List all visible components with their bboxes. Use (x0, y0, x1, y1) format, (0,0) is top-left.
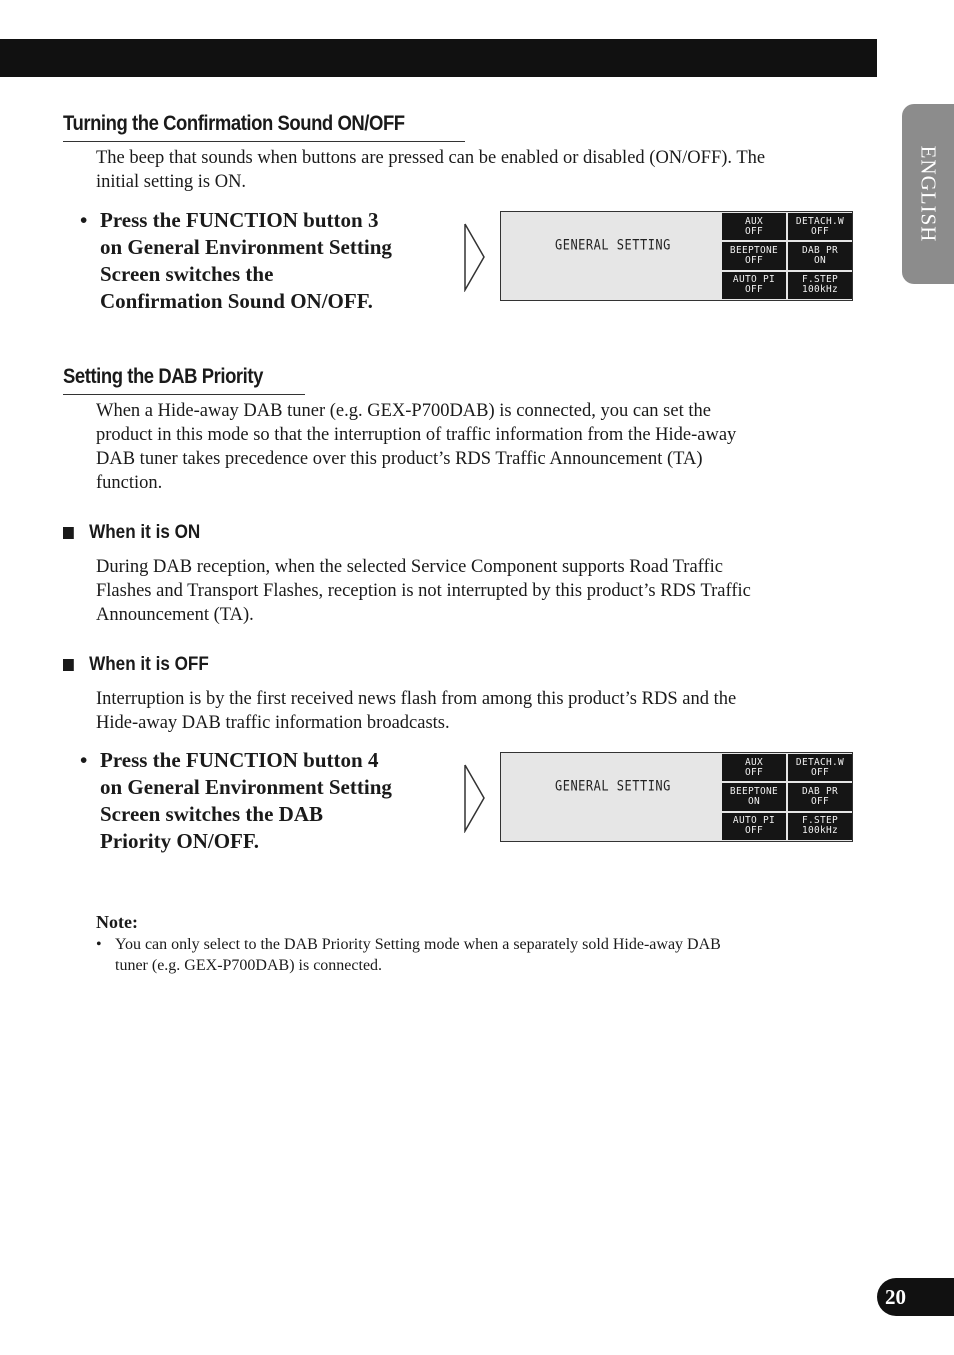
subheading-when-on: When it is ON (63, 522, 200, 544)
function-grid (722, 754, 852, 840)
heading-underline (63, 394, 305, 395)
section-heading-dab-priority: Setting the DAB Priority (63, 365, 263, 388)
header-bar (0, 39, 877, 77)
arrow-right-icon (462, 222, 488, 292)
when-off-description: Interruption is by the first received news flash from among this product’s RDS and the Hide-away DAB traffic information broadcasts. (96, 689, 737, 733)
function-button-auto-pi[interactable]: AUTO PI OFF (722, 272, 786, 299)
subheading-when-off: When it is OFF (63, 654, 209, 676)
heading-underline (63, 141, 465, 142)
note-label: Note: (96, 912, 138, 932)
instruction-button-4: • Press the FUNCTION button 4 on General Environment Setting Screen switches the DAB Priority ON/OFF. (80, 748, 392, 853)
function-button-aux[interactable]: AUX OFF (722, 213, 786, 240)
confirmation-sound-description: The beep that sounds when buttons are pressed can be enabled or disabled (ON/OFF). The initial setting is ON. (96, 148, 766, 192)
bullet-dot: • (80, 748, 88, 772)
general-setting-screen-2 (500, 752, 853, 842)
function-grid (722, 213, 852, 299)
function-button-detach-w[interactable]: DETACH.W OFF (788, 754, 852, 781)
function-button-beeptone[interactable]: BEEPTONE OFF (722, 242, 786, 269)
section-heading-confirmation-sound: Turning the Confirmation Sound ON/OFF (63, 112, 405, 135)
instruction-button-3: • Press the FUNCTION button 3 on General Environment Setting Screen switches the Confirmation Sound ON/OFF. (80, 208, 392, 313)
arrow-right-icon (462, 763, 488, 833)
language-tab-label: ENGLISH (916, 145, 941, 243)
language-tab (902, 104, 954, 284)
note-item: • You can only select to the DAB Priority Setting mode when a separately sold Hide-away DAB tuner (e.g. GEX-P700DAB) is connected. (96, 936, 721, 974)
bullet-dot: • (96, 936, 102, 953)
function-button-aux[interactable]: AUX OFF (722, 754, 786, 781)
dab-priority-description: When a Hide-away DAB tuner (e.g. GEX-P700DAB) is connected, you can set the product in this mode so that the interruption of traffic information from the Hide-away DAB tuner takes precedence over this product’s RDS Traffic Announcement (TA) function. (96, 401, 737, 493)
screen-title: GENERAL SETTING (555, 777, 671, 795)
function-button-auto-pi[interactable]: AUTO PI OFF (722, 813, 786, 840)
function-button-beeptone[interactable]: BEEPTONE ON (722, 783, 786, 810)
square-bullet-icon (63, 527, 74, 539)
square-bullet-icon (63, 659, 74, 671)
function-button-f-step[interactable]: F.STEP 100kHz (788, 813, 852, 840)
function-button-detach-w[interactable]: DETACH.W OFF (788, 213, 852, 240)
function-button-f-step[interactable]: F.STEP 100kHz (788, 272, 852, 299)
function-button-dab-pr[interactable]: DAB PR ON (788, 242, 852, 269)
when-on-description: During DAB reception, when the selected Service Component supports Road Traffic Flashes and Transport Flashes, reception is not interrupted by this product’s RDS Traffic Announcement (TA). (96, 557, 751, 625)
screen-title: GENERAL SETTING (555, 236, 671, 254)
general-setting-screen-1 (500, 211, 853, 301)
function-button-dab-pr[interactable]: DAB PR OFF (788, 783, 852, 810)
bullet-dot: • (80, 208, 88, 232)
page-number: 20 (877, 1278, 954, 1316)
